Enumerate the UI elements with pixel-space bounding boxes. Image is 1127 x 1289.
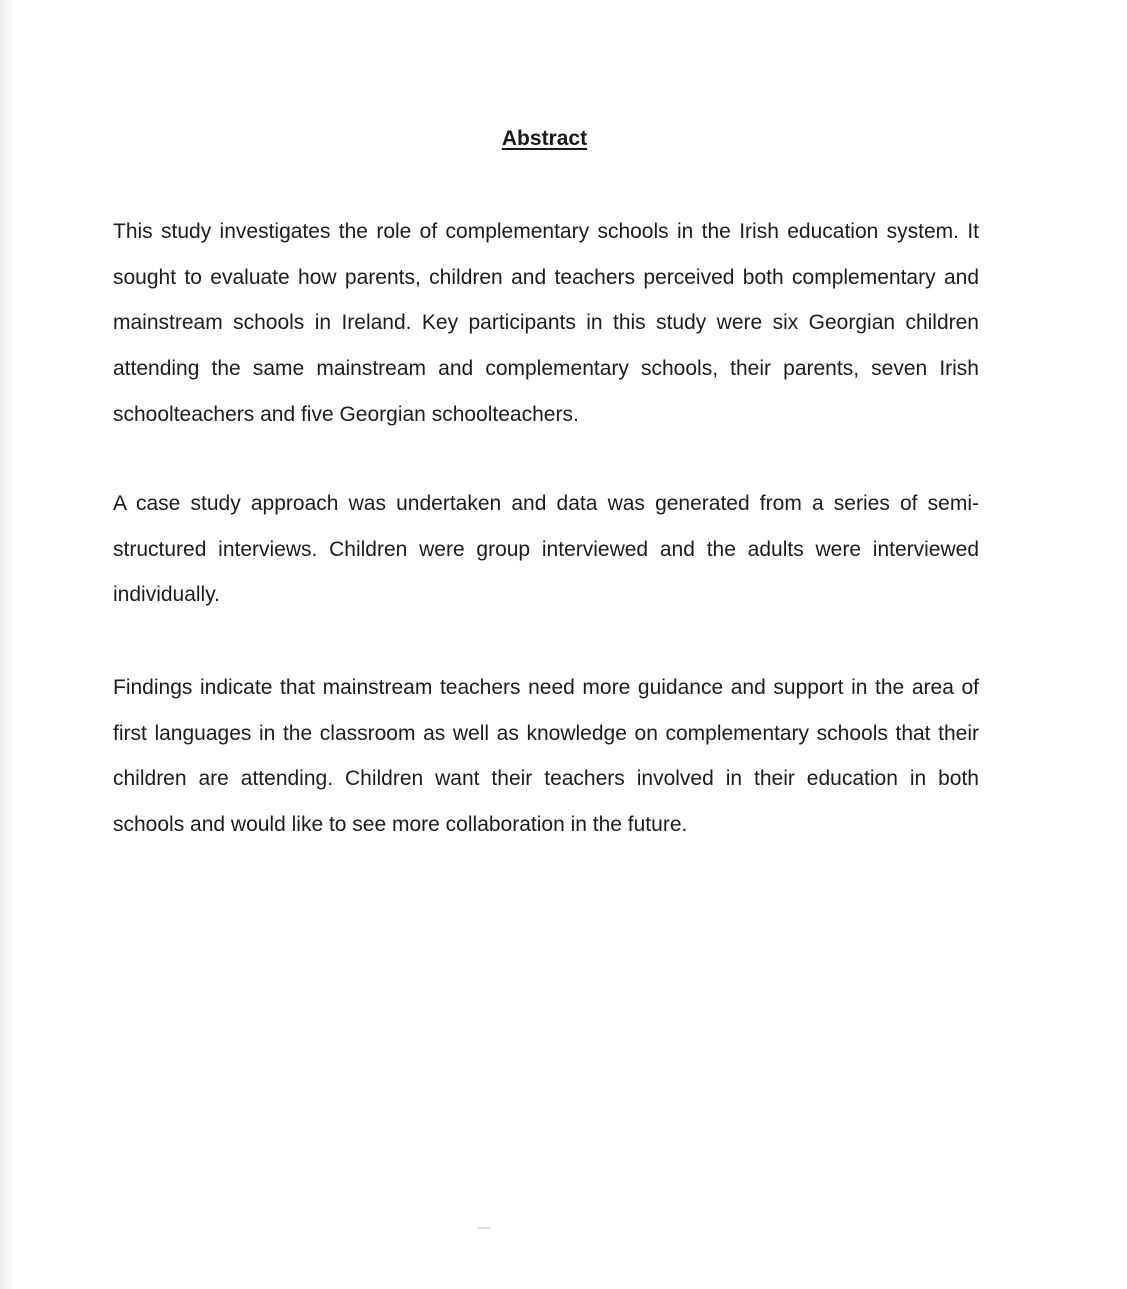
abstract-heading: Abstract <box>501 127 588 150</box>
abstract-paragraph-3: Findings indicate that mainstream teachers need more guidance and support in the area of first languages in the classroom as well as knowledge on complementary schools that their children are attending. Children want their teachers involved in their education in both schools and would like to see more collaboration in the future. <box>113 676 979 837</box>
abstract-paragraph-1: This study investigates the role of complementary schools in the Irish education system. It sought to evaluate how parents, children and teachers perceived both complementary and mainstream schools in Ireland. Key participants in this study were six Georgian children attending the same mainstream and complementary schools, their parents, seven Irish schoolteachers and five Georgian schoolteachers. <box>113 220 979 426</box>
scan-shadow-edge <box>0 0 14 1289</box>
abstract-paragraph-2: A case study approach was undertaken and data was generated from a series of semi-structured interviews. Children were group interviewed and the adults were interviewed individually. <box>113 492 979 607</box>
scan-speck <box>478 1227 490 1229</box>
